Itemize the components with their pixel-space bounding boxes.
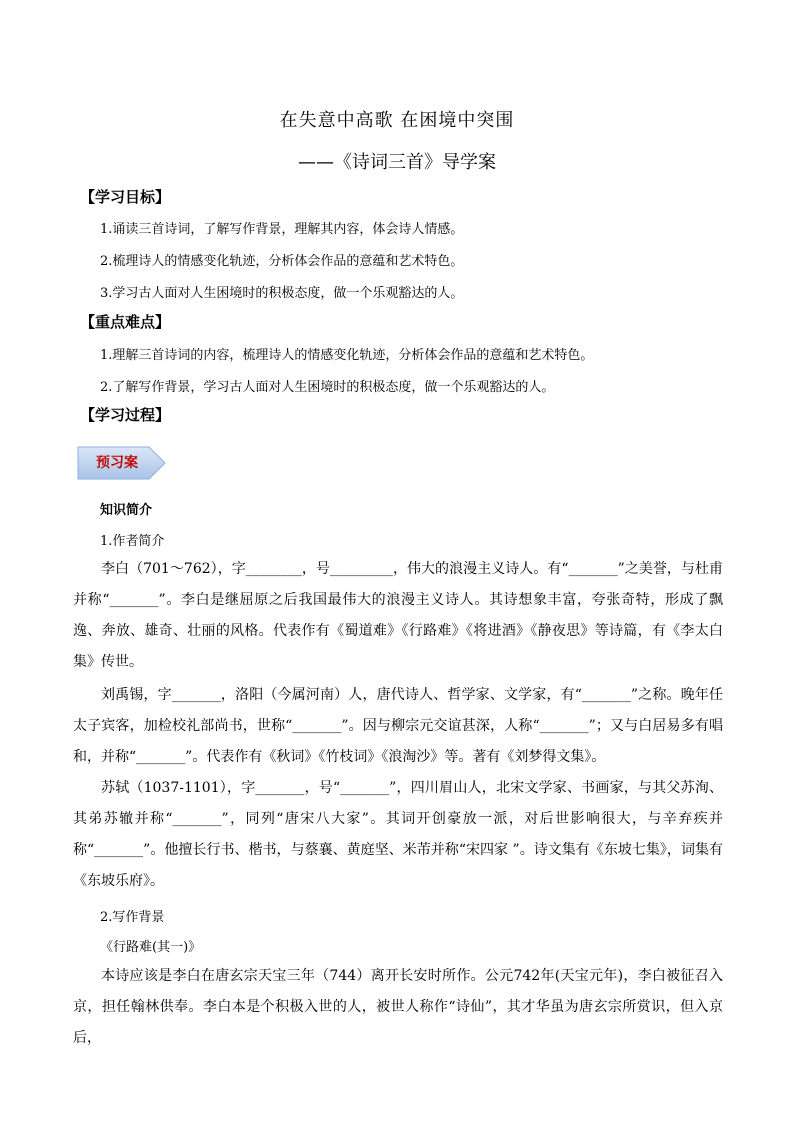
paragraph-su-shi: 苏轼（1037-1101），字_______，号“_______”，四川眉山人，北宋文学家、书画家，与其父苏洵、其弟苏辙并称“_______”，同列“唐宋八大家”。其词开创豪放一派，对后世影响很大，与辛弃疾并称“_______”。他擅长行书、楷书，与蔡襄、黄庭坚、米芾并称“宋四家 ”。诗文集有《东坡七集》，词集有《东坡乐府》。 <box>73 780 723 889</box>
paragraph-background: 本诗应该是李白在唐玄宗天宝三年（744）离开长安时所作。公元742年(天宝元年)，李白被征召入京，担任翰林供奉。李白本是个积极入世的人，被世人称作“诗仙”，其才华虽为唐玄宗所赏识，但入京后， <box>73 968 723 1046</box>
preview-badge <box>77 446 167 480</box>
knowledge-title: 知识简介 <box>100 503 153 518</box>
section-heading-process: 【学习过程】 <box>80 406 171 424</box>
section-heading-key-points: 【重点难点】 <box>80 313 171 331</box>
paragraph-li-bai: 李白（701～762），字________，号_________，伟大的浪漫主义诗人。有“_______”之美誉，与杜甫并称“_______”。李白是继屈原之后我国最伟大的浪漫主义诗人。其诗想象丰富，夸张奇特，形成了飘逸、奔放、雄奇、壮丽的风格。代表作有《蜀道难》《行路难》《将进酒》《静夜思》等诗篇，有《李太白集》传世。 <box>73 561 723 670</box>
badge-label: 预习案 <box>96 455 138 471</box>
key-point-item: 1.理解三首诗词的内容，梳理诗人的情感变化轨迹，分析体会作品的意蕴和艺术特色。 <box>100 348 594 363</box>
poem-title: 《行路难(其一)》 <box>100 940 202 955</box>
goal-item: 3.学习古人面对人生困境时的积极态度，做一个乐观豁达的人。 <box>100 286 464 301</box>
background-title: 2.写作背景 <box>100 910 165 925</box>
page-subtitle: ——《诗词三首》导学案 <box>298 152 496 173</box>
goal-item: 2.梳理诗人的情感变化轨迹，分析体会作品的意蕴和艺术特色。 <box>100 254 464 269</box>
page-title: 在失意中高歌 在困境中突围 <box>279 110 515 131</box>
key-point-item: 2.了解写作背景，学习古人面对人生困境时的积极态度，做一个乐观豁达的人。 <box>100 380 555 395</box>
paragraph-liu-yuxi: 刘禹锡，字_______，洛阳（今属河南）人，唐代诗人、哲学家、文学家，有“_______”之称。晚年任太子宾客，加检校礼部尚书，世称“_______”。因与柳宗元交谊甚深，人称“_______”；又与白居易多有唱和，并称“_______”。代表作有《秋词》《竹枝词》《浪淘沙》等。著有《刘梦得文集》。 <box>73 687 723 765</box>
section-heading-goals: 【学习目标】 <box>80 188 171 206</box>
author-intro-title: 1.作者简介 <box>100 534 165 549</box>
goal-item: 1.诵读三首诗词，了解写作背景，理解其内容，体会诗人情感。 <box>100 222 464 237</box>
